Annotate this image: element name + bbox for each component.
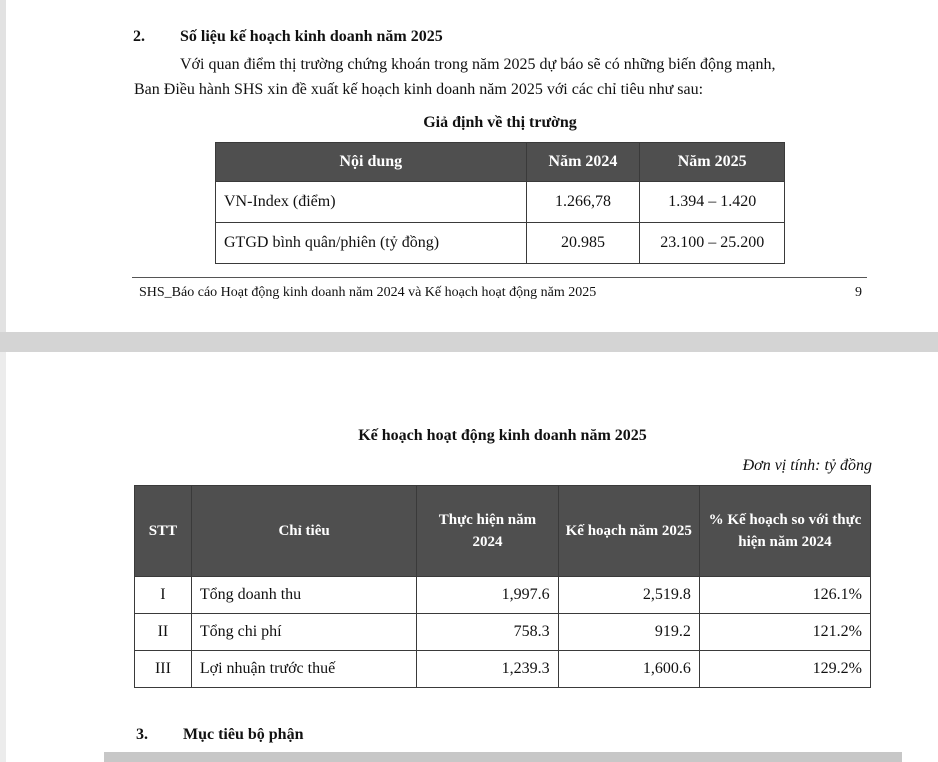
table-cell: 1.394 – 1.420 — [640, 182, 785, 223]
table-cell: Tổng chi phí — [191, 614, 416, 651]
column-header: % Kế hoạch so với thực hiện năm 2024 — [699, 486, 870, 577]
table-row — [135, 651, 871, 688]
table-cell: 126.1% — [699, 577, 870, 614]
section-2-number: 2. — [133, 28, 145, 45]
column-header: Năm 2024 — [526, 143, 640, 182]
section-3-title: Mục tiêu bộ phận — [183, 726, 304, 743]
table-cell: 1,239.3 — [417, 651, 558, 688]
shaded-band — [104, 752, 902, 762]
table-cell: III — [135, 651, 192, 688]
column-header: Kế hoạch năm 2025 — [558, 486, 699, 577]
table-cell: 758.3 — [417, 614, 558, 651]
table-row — [135, 614, 871, 651]
table-cell: 129.2% — [699, 651, 870, 688]
market-assumptions-table — [215, 142, 785, 264]
page-footer: SHS_Báo cáo Hoạt động kinh doanh năm 2024 và Kế hoạch hoạt động năm 2025 — [139, 285, 597, 300]
table-cell: II — [135, 614, 192, 651]
table-cell: 1,997.6 — [417, 577, 558, 614]
table-row — [216, 223, 785, 264]
column-header: Chỉ tiêu — [191, 486, 416, 577]
table-row — [135, 577, 871, 614]
column-header: Thực hiện năm 2024 — [417, 486, 558, 577]
table-header-row — [216, 143, 785, 182]
document-page-9 — [0, 0, 938, 332]
table-header-row — [135, 486, 871, 577]
page-separator — [0, 332, 938, 352]
table-cell: 1.266,78 — [526, 182, 640, 223]
table-cell: 2,519.8 — [558, 577, 699, 614]
unit-note: Đơn vị tính: tỷ đồng — [742, 457, 872, 474]
intro-paragraph-line-2: Ban Điều hành SHS xin đề xuất kế hoạch kinh doanh năm 2025 với các chỉ tiêu như sau: — [134, 81, 704, 98]
column-header: Năm 2025 — [640, 143, 785, 182]
page-edge — [0, 352, 6, 762]
page-number: 9 — [855, 285, 862, 300]
table-cell: 23.100 – 25.200 — [640, 223, 785, 264]
table-cell: VN-Index (điểm) — [216, 182, 527, 223]
table-cell: GTGD bình quân/phiên (tỷ đồng) — [216, 223, 527, 264]
intro-paragraph-line-1: Với quan điểm thị trường chứng khoán trong năm 2025 dự báo sẽ có những biến động mạnh, — [180, 56, 776, 73]
table-cell: 20.985 — [526, 223, 640, 264]
table-cell: Lợi nhuận trước thuế — [191, 651, 416, 688]
business-plan-table — [134, 485, 871, 688]
column-header: Nội dung — [216, 143, 527, 182]
table-cell: 121.2% — [699, 614, 870, 651]
document-page-10 — [0, 352, 938, 762]
business-plan-title: Kế hoạch hoạt động kinh doanh năm 2025 — [358, 427, 647, 444]
table-cell: Tổng doanh thu — [191, 577, 416, 614]
table-cell: I — [135, 577, 192, 614]
table-cell: 919.2 — [558, 614, 699, 651]
table-row — [216, 182, 785, 223]
table-cell: 1,600.6 — [558, 651, 699, 688]
section-2-title: Số liệu kế hoạch kinh doanh năm 2025 — [180, 28, 443, 45]
section-3-number: 3. — [136, 726, 148, 743]
column-header: STT — [135, 486, 192, 577]
footer-divider — [132, 277, 867, 278]
market-assumptions-title: Giả định về thị trường — [423, 114, 577, 131]
